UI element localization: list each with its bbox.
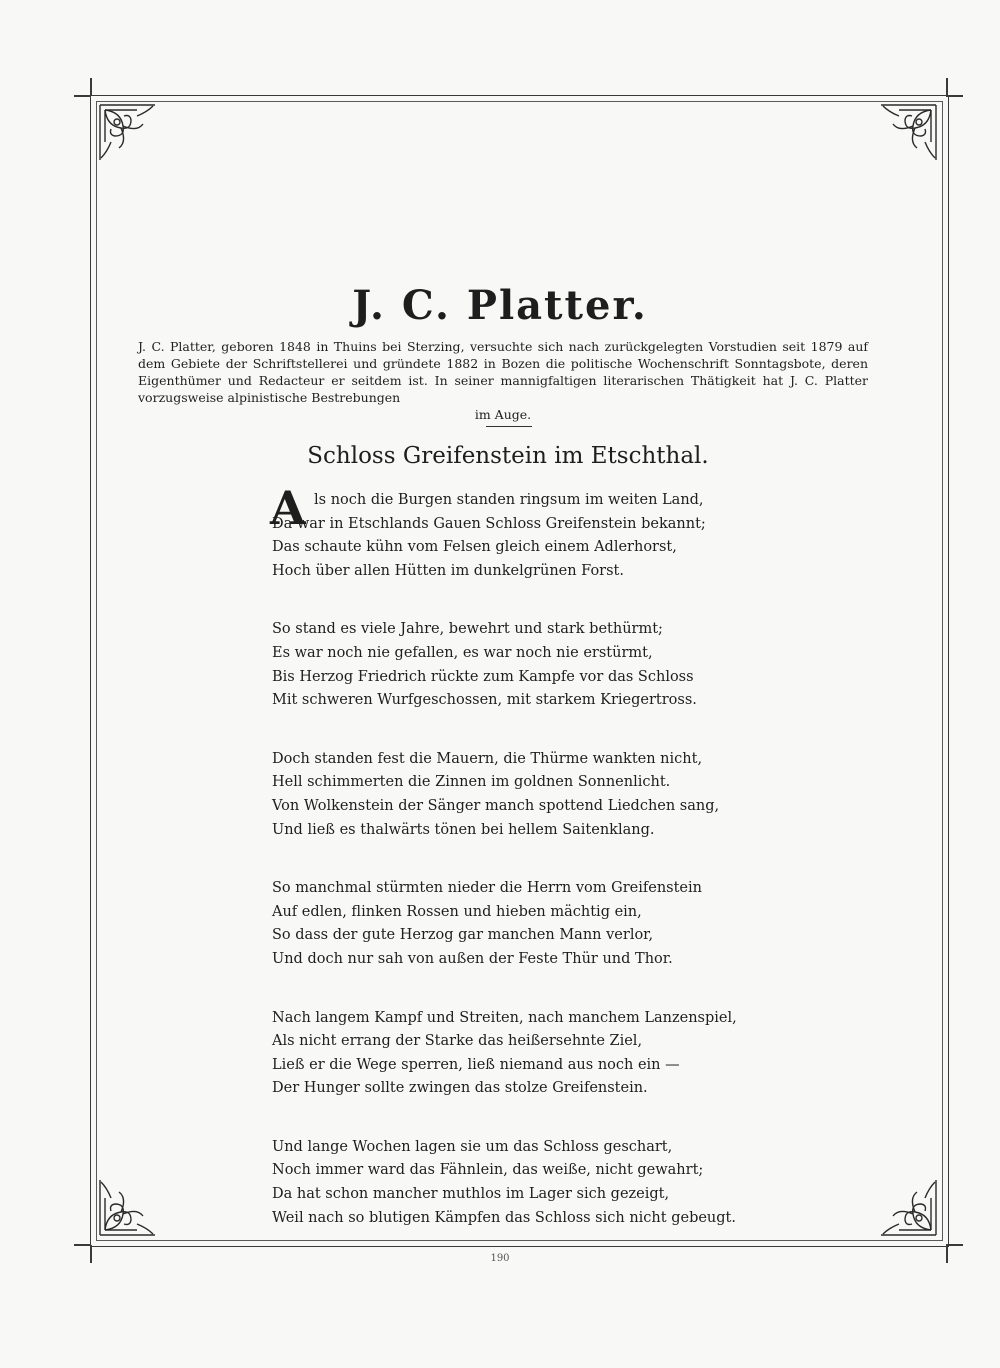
poem-line: Bis Herzog Friedrich rückte zum Kampfe vor das Schloss — [272, 668, 694, 685]
bio-line: im Auge. — [474, 407, 532, 422]
stanza — [270, 481, 732, 583]
poem-line: Weil nach so blutigen Kämpfen das Schloss sich nicht gebeugt. — [272, 1209, 736, 1226]
page-title: J. C. Platter. — [352, 282, 648, 329]
stanza — [272, 618, 732, 712]
bio-line: der Schriftstellerei und gründete 1882 in Bozen die politische Wochenschrift Sonntagsbote, deren Eigenthümer und Redacteur — [138, 356, 868, 388]
bio-line: J. C. Platter, geboren 1848 in Thuins bei Sterzing, versuchte sich nach zurückgelegten Vorstudien seit 1879 auf dem Gebiete — [138, 339, 868, 371]
poem-line: Mit schweren Wurfgeschossen, mit starkem Kriegertross. — [272, 692, 697, 709]
border-extension — [90, 78, 92, 96]
page-number: 190 — [490, 1253, 510, 1264]
poem-line: Und ließ es thalwärts tönen bei hellem Saitenklang. — [272, 821, 655, 838]
poem-line: Auf edlen, flinken Rossen und hieben mächtig ein, — [272, 903, 642, 920]
stanza — [272, 877, 732, 971]
poem-line: Hell schimmerten die Zinnen im goldnen Sonnenlicht. — [272, 774, 671, 791]
poem-line: Es war noch nie gefallen, es war noch nie erstürmt, — [272, 644, 653, 661]
poem-body — [270, 481, 737, 1265]
poem-line: Da hat schon mancher muthlos im Lager sich gezeigt, — [272, 1186, 670, 1203]
border-extension — [946, 1244, 963, 1246]
poem-line: Noch immer ward das Fähnlein, das weiße, nicht gewahrt; — [272, 1162, 704, 1179]
author-biography — [138, 338, 868, 423]
corner-ornament-icon — [97, 1176, 159, 1238]
poem-line: Und doch nur sah von außen der Feste Thür und Thor. — [272, 950, 673, 967]
poem-line: Nach langem Kampf und Streiten, nach manchem Lanzenspiel, — [272, 1009, 737, 1026]
poem-line: ls noch die Burgen standen ringsum im weiten Land, — [314, 492, 704, 508]
poem-line: Doch standen fest die Mauern, die Thürme wankten nicht, — [272, 750, 703, 767]
corner-ornament-icon — [97, 102, 159, 164]
poem-line: Von Wolkenstein der Sänger manch spottend Liedchen sang, — [272, 797, 720, 814]
poem-line: Da war in Etschlands Gauen Schloss Greifenstein bekannt; — [272, 515, 706, 532]
poem-line: So manchmal stürmten nieder die Herrn vom Greifenstein — [272, 880, 702, 897]
stanza — [272, 748, 732, 842]
drop-cap: A — [270, 481, 306, 535]
poem-line: So dass der gute Herzog gar manchen Mann verlor, — [272, 927, 654, 944]
poem-line: Der Hunger sollte zwingen das stolze Greifenstein. — [272, 1080, 648, 1097]
divider — [486, 426, 532, 427]
poem-line: Ließ er die Wege sperren, ließ niemand aus noch ein — — [272, 1056, 680, 1073]
stanza — [272, 1136, 736, 1230]
poem-line: Als nicht errang der Starke das heißersehnte Ziel, — [272, 1033, 643, 1050]
stanza — [272, 1007, 737, 1101]
corner-ornament-icon — [877, 102, 939, 164]
corner-ornament-icon — [877, 1176, 939, 1238]
border-extension — [946, 95, 963, 97]
bio-line: er seitdem ist. In seiner mannigfaltigen literarischen Thätigkeit hat J. C. Platter vorzugsweise alpinistische Bestrebungen — [138, 373, 869, 405]
poem-title: Schloss Greifenstein im Etschthal. — [307, 443, 709, 469]
border-extension — [946, 78, 948, 96]
poem-line: Das schaute kühn vom Felsen gleich einem Adlerhorst, — [272, 539, 677, 556]
poem-line: Und lange Wochen lagen sie um das Schloss geschart, — [272, 1138, 673, 1155]
poem-line: Hoch über allen Hütten im dunkelgrünen Forst. — [272, 562, 624, 579]
border-extension — [74, 1244, 91, 1246]
poem-line: So stand es viele Jahre, bewehrt und stark bethürmt; — [272, 621, 663, 638]
border-extension — [74, 95, 91, 97]
